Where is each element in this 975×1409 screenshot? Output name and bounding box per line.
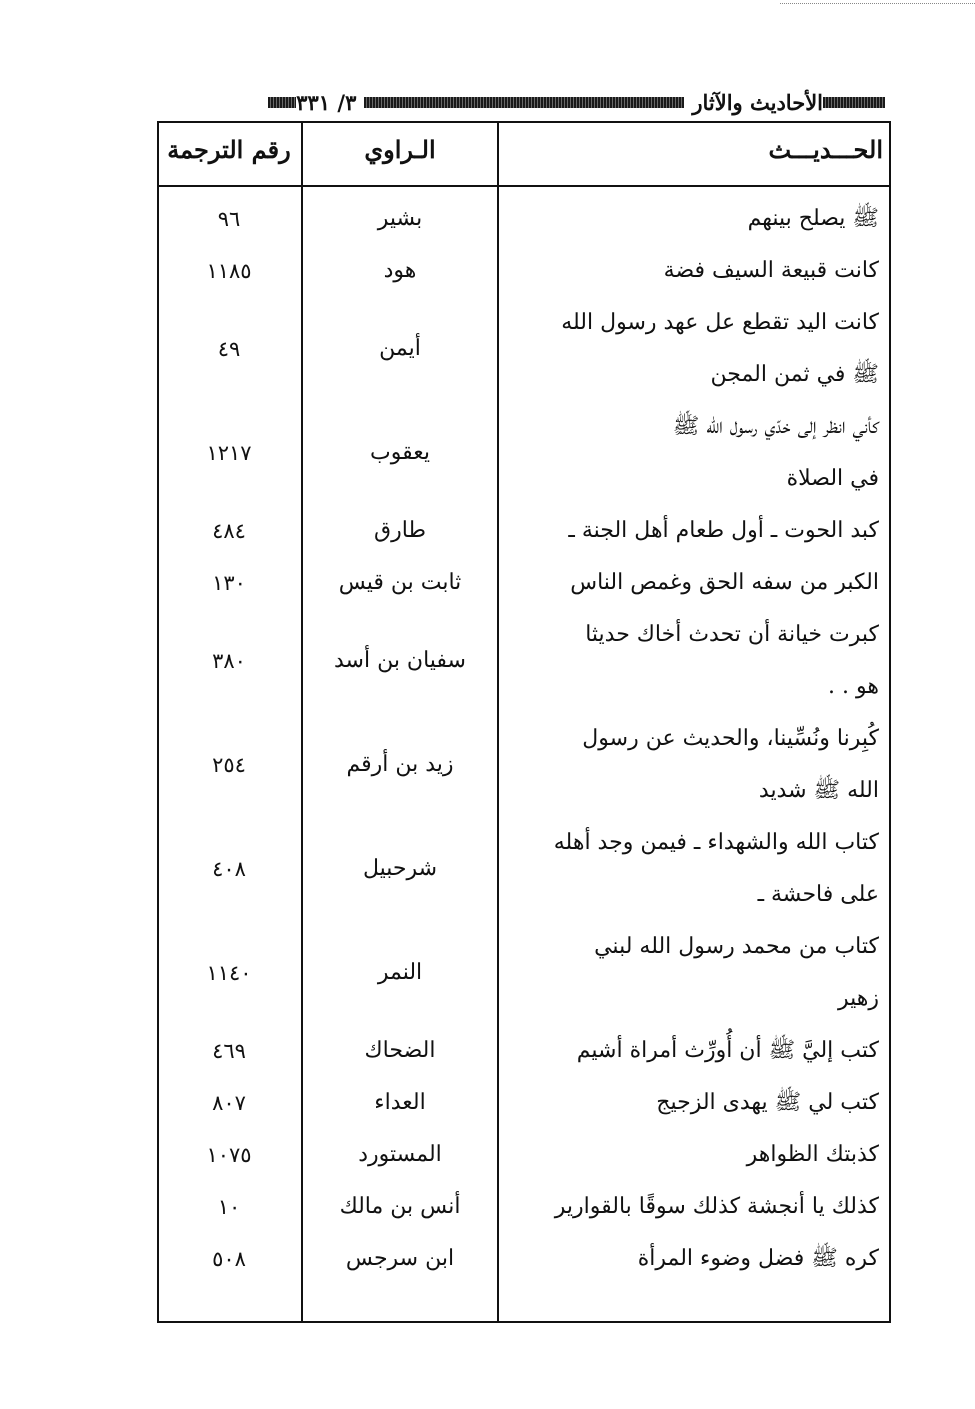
narrator-name: المستورد xyxy=(358,1142,442,1167)
narrator-name: سفيان بن أسد xyxy=(333,648,466,673)
hadith-line: على فاحشة ـ xyxy=(757,882,879,907)
hadith-text xyxy=(499,1129,879,1181)
biography-number: ٣٨٠ xyxy=(212,649,246,673)
hadith-line: هو . . xyxy=(828,674,879,699)
hadith-line: كتاب من محمد رسول الله لبني xyxy=(594,934,879,959)
hadith-text xyxy=(499,401,879,505)
ornament-bar xyxy=(364,97,684,108)
hadith-text xyxy=(499,557,879,609)
hadith-line: كانت اليد تقطع عل عهد رسول الله xyxy=(561,310,879,335)
biography-number: ١١٤٠ xyxy=(206,961,252,985)
ornament-bar xyxy=(268,97,296,108)
hadith-line: زهير xyxy=(837,986,879,1011)
hadith-text xyxy=(499,193,879,245)
hadith-text xyxy=(499,713,879,817)
biography-number: ١٣٠ xyxy=(212,571,246,595)
header-divider xyxy=(159,185,889,187)
page-reference: ٣/ ٣٣١ xyxy=(296,89,357,115)
biography-number: ١٠٧٥ xyxy=(206,1143,252,1167)
ornament-bar xyxy=(823,97,885,108)
hadith-line: ﷺ في ثمن المجن xyxy=(710,362,879,387)
biography-number: ١٢١٧ xyxy=(206,441,252,465)
top-dotted-rule xyxy=(780,3,975,4)
hadith-line: كبد الحوت ـ أول طعام أهل الجنة ـ xyxy=(568,518,879,543)
hadith-text xyxy=(499,245,879,297)
narrator-name: النمر xyxy=(377,960,423,985)
hadith-text xyxy=(499,921,879,1025)
hadith-line: كره ﷺ فضل وضوء المرأة xyxy=(637,1246,879,1271)
hadith-line: كُبِرنا ونُسِّينا، والحديث عن رسول xyxy=(582,726,879,751)
biography-number: ١٠ xyxy=(217,1195,241,1219)
hadith-line: كأني انظر إلى خدّي رسول الله ﷺ xyxy=(672,414,879,439)
narrator-name: هود xyxy=(383,258,417,283)
hadith-line: كتب إليَّ ﷺ أن أُورِّث أمراة أشيم xyxy=(576,1038,879,1063)
hadith-line: الله ﷺ شديد xyxy=(758,778,879,803)
biography-number: ٥٠٨ xyxy=(212,1247,246,1271)
hadith-text xyxy=(499,1233,879,1285)
hadith-line: في الصلاة xyxy=(786,466,879,491)
biography-number: ٤٨٤ xyxy=(212,519,246,543)
narrator-name: أيمن xyxy=(379,336,421,361)
narrator-name: بشير xyxy=(377,206,423,231)
narrator-name: شرحبيل xyxy=(362,856,438,881)
hadith-text xyxy=(499,1025,879,1077)
header-hadith: الحـــديـــث xyxy=(768,135,883,164)
narrator-name: العداء xyxy=(374,1090,426,1115)
biography-number: ٢٥٤ xyxy=(212,753,246,777)
narrator-name: الضحاك xyxy=(364,1038,436,1063)
hadith-line: كتاب الله والشهداء ـ فيمن وجد أهله xyxy=(553,830,879,855)
header-narrator: الـراوي xyxy=(364,135,436,164)
hadith-line: كذبتك الظواهر xyxy=(746,1142,879,1167)
hadith-text xyxy=(499,817,879,921)
biography-number: ٩٦ xyxy=(217,207,241,231)
biography-number: ٤٠٨ xyxy=(212,857,246,881)
hadith-text xyxy=(499,505,879,557)
hadith-line: كذلك يا أنجشة كذلك سوقًا بالقوارير xyxy=(554,1194,879,1219)
narrator-name: طارق xyxy=(374,518,426,543)
biography-number: ١١٨٥ xyxy=(206,259,252,283)
hadith-line: كانت قبيعة السيف فضة xyxy=(663,258,879,283)
hadith-line: ﷺ يصلح بينهم xyxy=(747,206,879,231)
narrator-name: ثابت بن قيس xyxy=(338,570,462,595)
biography-number: ٤٦٩ xyxy=(212,1039,246,1063)
hadith-line: كبرت خيانة أن تحدث أخاك حديثا xyxy=(585,622,879,647)
hadith-index-table xyxy=(157,121,891,1323)
biography-number: ٨٠٧ xyxy=(212,1091,246,1115)
header-biography-number: رقم الترجمة xyxy=(167,135,291,164)
hadith-text xyxy=(499,297,879,401)
narrator-name: أنس بن مالك xyxy=(339,1194,461,1219)
hadith-text xyxy=(499,1077,879,1129)
hadith-line: كتب لي ﷺ يهدى الزجيج xyxy=(656,1090,879,1115)
hadith-text xyxy=(499,1181,879,1233)
narrator-name: يعقوب xyxy=(370,440,430,465)
narrator-name: ابن سرجس xyxy=(345,1246,455,1271)
hadith-line: الكبر من سفه الحق وغمص الناس xyxy=(570,570,879,595)
biography-number: ٤٩ xyxy=(217,337,241,361)
running-head xyxy=(157,88,891,116)
hadith-text xyxy=(499,609,879,713)
running-head-title: الأحاديث والآثار xyxy=(692,89,823,115)
narrator-name: زيد بن أرقم xyxy=(346,752,454,777)
